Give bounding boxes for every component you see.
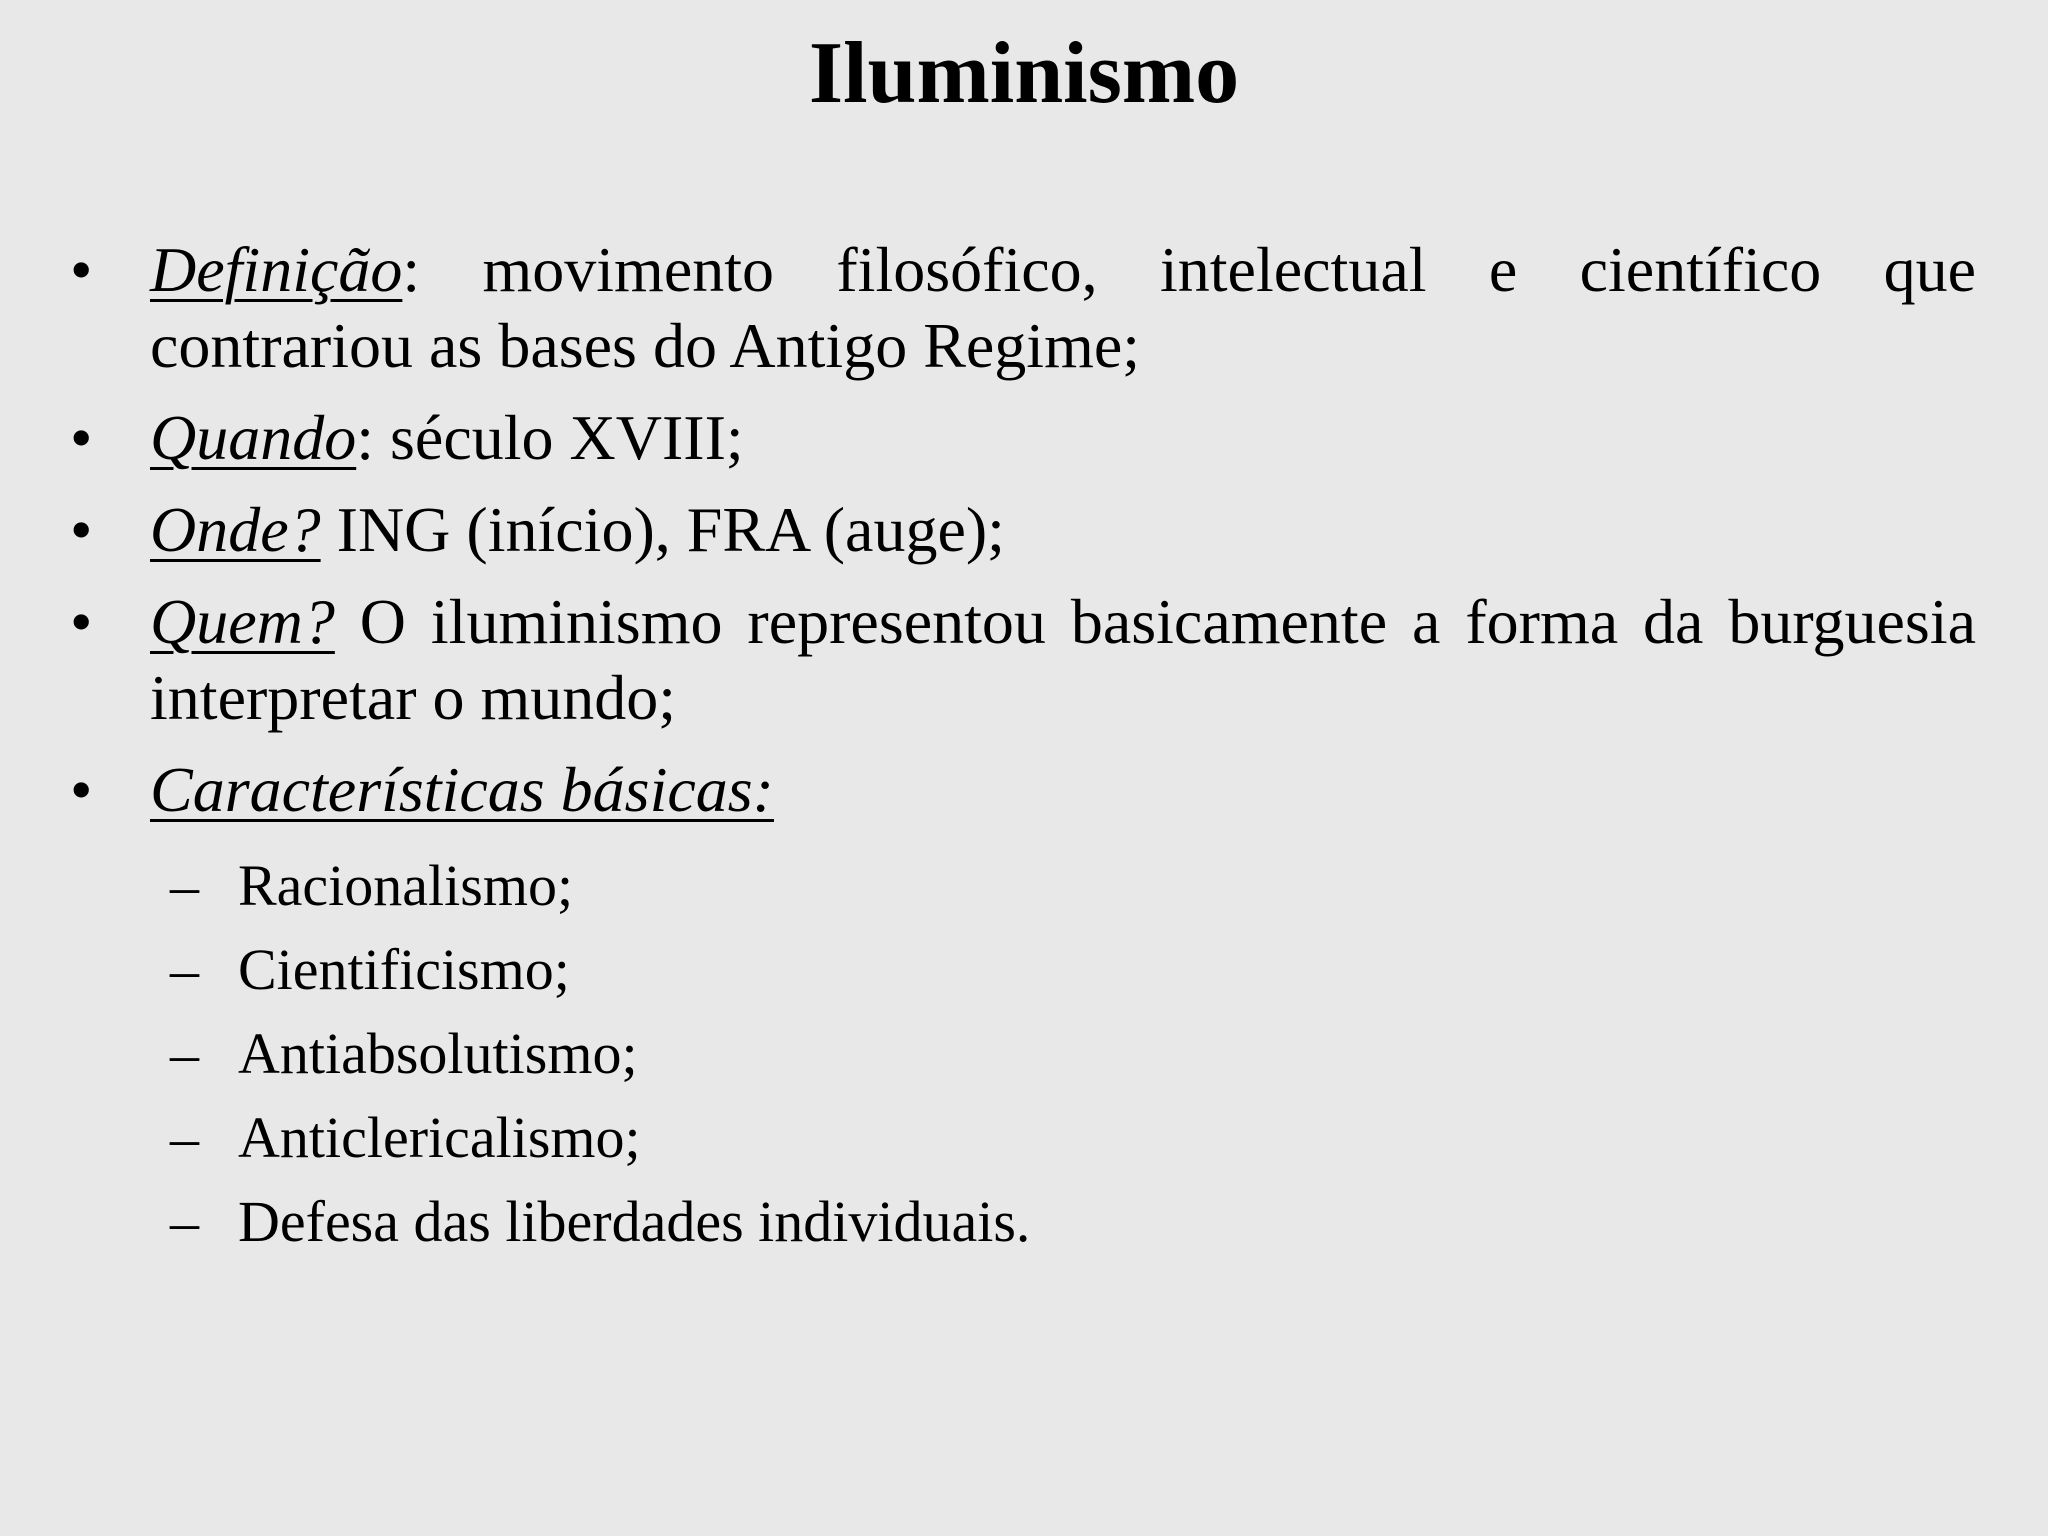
bullet-onde: [70, 492, 1976, 568]
slide-title: Iluminismo: [808, 25, 1240, 122]
list-item: [70, 844, 1976, 928]
list-item: [70, 1180, 1976, 1264]
bullet-label: Onde?: [150, 494, 321, 565]
bullet-text: : século XVIII;: [356, 402, 744, 473]
bullet-label: Definição: [150, 234, 403, 305]
characteristic-text: Cientificismo;: [238, 937, 570, 1002]
list-item: [70, 928, 1976, 1012]
bullet-icon: •: [70, 754, 93, 825]
bullet-text: ING (início), FRA (auge);: [320, 494, 1005, 565]
bullet-icon: •: [70, 494, 93, 565]
bullet-caracteristicas: [70, 752, 1976, 828]
list-item: [70, 1096, 1976, 1180]
dash-icon: –: [170, 853, 199, 918]
bullet-icon: •: [70, 402, 93, 473]
bullet-definicao: [70, 232, 1976, 384]
dash-icon: –: [170, 937, 199, 1002]
bullet-label: Quem?: [150, 586, 335, 657]
bullet-text: O iluminismo representou basicamente a forma da burguesia interpretar o mundo;: [150, 586, 1976, 733]
bullet-icon: •: [70, 586, 93, 657]
bullet-label: Quando: [150, 402, 357, 473]
bullet-label: Características básicas:: [150, 754, 774, 825]
bullet-quem: [70, 584, 1976, 736]
dash-icon: –: [170, 1189, 199, 1254]
list-item: [70, 1012, 1976, 1096]
bullet-icon: •: [70, 234, 93, 305]
bullet-list: [70, 232, 1976, 1264]
bullet-quando: [70, 400, 1976, 476]
characteristic-text: Defesa das liberdades individuais.: [238, 1189, 1031, 1254]
characteristics-list: [70, 844, 1976, 1264]
characteristic-text: Anticlericalismo;: [238, 1105, 641, 1170]
dash-icon: –: [170, 1021, 199, 1086]
dash-icon: –: [170, 1105, 199, 1170]
bullet-text: : movimento filosófico, intelectual e científico que contrariou as bases do Antigo Regime;: [150, 234, 1976, 381]
characteristic-text: Antiabsolutismo;: [238, 1021, 638, 1086]
characteristic-text: Racionalismo;: [238, 853, 574, 918]
